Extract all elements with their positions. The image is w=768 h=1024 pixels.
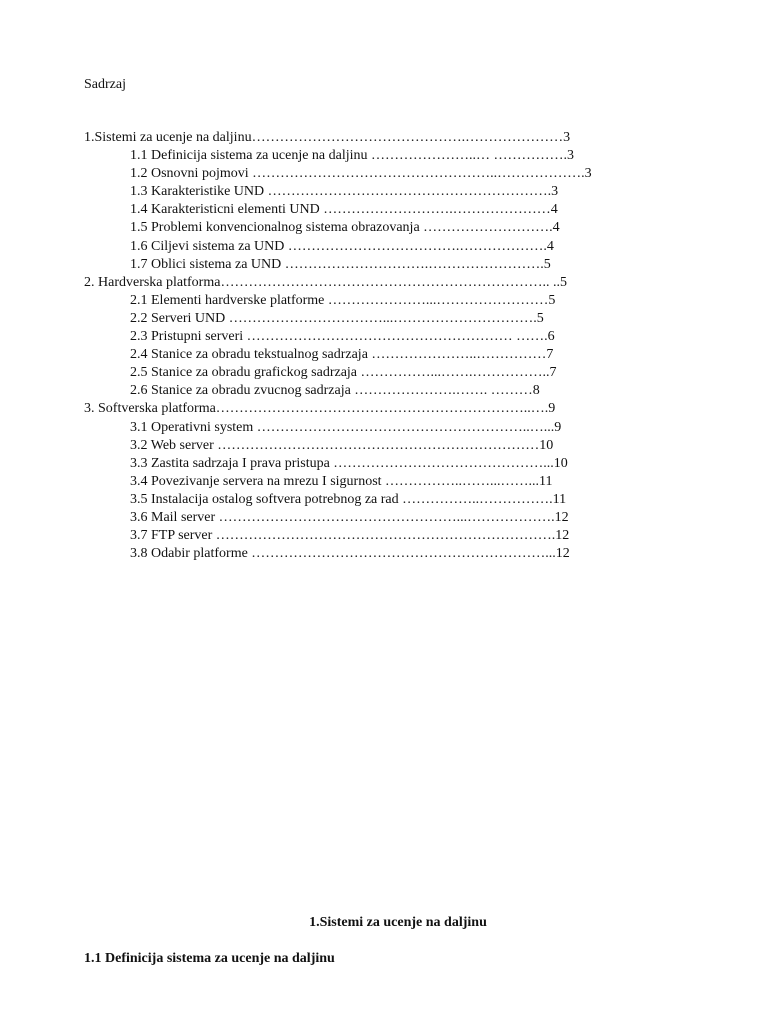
toc-entry: 1.6 Ciljevi sistema za UND ……………………………….……………….4 xyxy=(130,238,554,254)
toc-entry: 3.3 Zastita sadrzaja I prava pristupa ………………………………………...10 xyxy=(130,455,568,471)
toc-entry: 1.5 Problemi konvencionalnog sistema obrazovanja ……………………….4 xyxy=(130,220,560,236)
toc-entry: 1.3 Karakteristike UND …………………………………………………….3 xyxy=(130,184,559,200)
toc-entry: 3.2 Web server ……………………………………………………………10 xyxy=(130,437,554,453)
toc-entry: 2.6 Stanice za obradu zvucnog sadrzaja ………………….……. ………8 xyxy=(130,383,540,399)
toc-entry: 1.4 Karakteristicni elementi UND ……………………….…………………4 xyxy=(130,202,558,218)
toc-entry: 2.2 Serveri UND ……………………………...………………………….5 xyxy=(130,310,544,326)
toc-title: Sadrzaj xyxy=(84,77,126,92)
toc-entry: 3.6 Mail server ……………………………………………...……………….12 xyxy=(130,509,569,525)
toc-entry: 3.4 Povezivanje servera na mrezu I sigurnost ……………..……...……...11 xyxy=(130,473,553,489)
toc-entry: 3.7 FTP server ……………………………………………………………….12 xyxy=(130,528,570,544)
toc-entry: 1.Sistemi za ucenje na daljinu……………………………………….…………………3 xyxy=(84,130,571,145)
toc-entry: 3.5 Instalacija ostalog softvera potrebnog za rad ……………..…………….11 xyxy=(130,491,567,507)
toc-entry: 2.5 Stanice za obradu grafickog sadrzaja ……………...…….……………..7 xyxy=(130,365,557,381)
table-of-contents xyxy=(84,129,614,563)
toc-entry: 2.4 Stanice za obradu tekstualnog sadrzaja …………………..……………7 xyxy=(130,347,554,363)
toc-entry: 3.8 Odabir platforme ………………………………………………………...12 xyxy=(130,546,570,562)
toc-entry: 3.1 Operativni system …………………………………………………..…...9 xyxy=(130,419,562,435)
toc-entry: 2. Hardverska platforma…………………………………………………………….. ..5 xyxy=(84,274,567,290)
section-heading: 1.Sistemi za ucenje na daljinu xyxy=(309,915,487,930)
toc-entry: 2.1 Elementi hardverske platforme …………………...……………………5 xyxy=(130,292,556,308)
toc-entry: 2.3 Pristupni serveri ………………………………………………… …….6 xyxy=(130,329,555,345)
toc-entry: 1.1 Definicija sistema za ucenje na daljinu …………………..… …………….3 xyxy=(130,148,575,164)
toc-entry: 1.7 Oblici sistema za UND ………………………….…………………….5 xyxy=(130,256,551,272)
toc-entry: 1.2 Osnovni pojmovi ……………………………………………..……………….3 xyxy=(130,166,592,182)
subsection-heading: 1.1 Definicija sistema za ucenje na daljinu xyxy=(84,951,335,966)
toc-entry: 3. Softverska platforma…………………………………………………………..….9 xyxy=(84,401,556,417)
